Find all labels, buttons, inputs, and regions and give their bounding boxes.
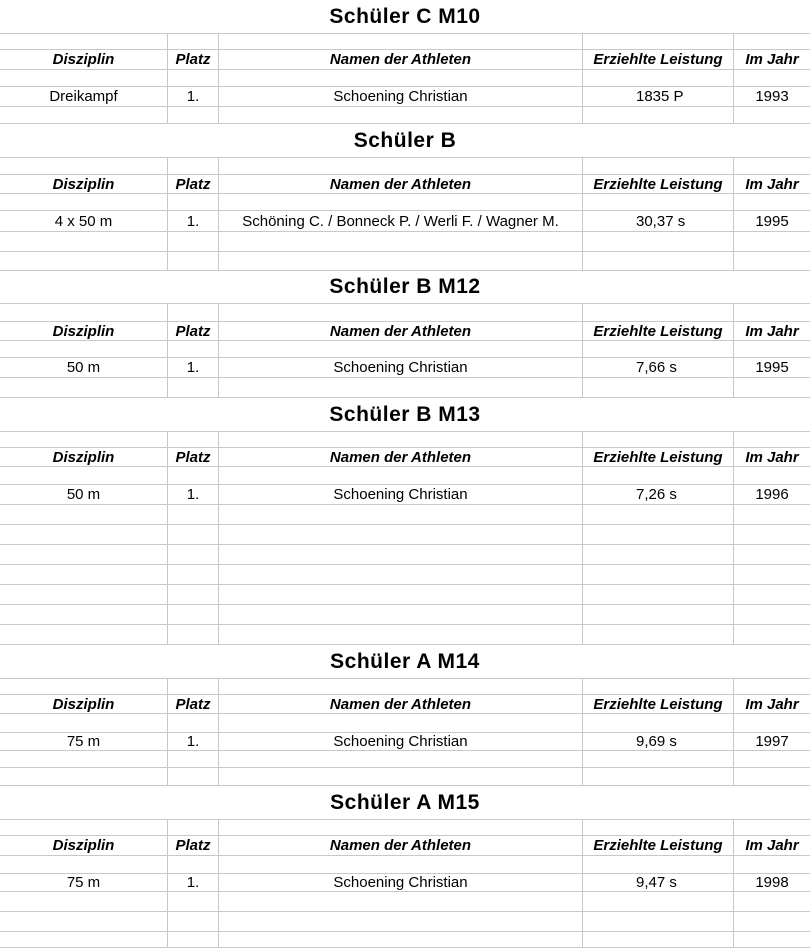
year-cell[interactable]: 1995 [755, 212, 789, 230]
table-row [0, 87, 810, 107]
header-place[interactable]: Platz [168, 50, 219, 69]
cell[interactable] [168, 932, 219, 947]
discipline-cell[interactable]: 4 x 50 m [0, 211, 168, 231]
cell[interactable] [219, 341, 583, 357]
place-cell[interactable]: 1. [168, 733, 219, 750]
blank-row [0, 565, 810, 585]
header-year[interactable]: Im Jahr [745, 695, 799, 713]
cell[interactable] [168, 467, 219, 484]
cell[interactable] [734, 34, 810, 49]
cell[interactable] [168, 585, 219, 604]
cell[interactable] [734, 892, 810, 911]
header-discipline[interactable]: Disziplin [0, 50, 168, 69]
cell[interactable] [168, 252, 219, 270]
cell[interactable] [219, 232, 583, 251]
table-row [0, 358, 810, 378]
cell[interactable] [168, 625, 219, 644]
cell[interactable] [0, 525, 168, 544]
header-year[interactable]: Im Jahr [745, 448, 799, 466]
cell[interactable] [168, 232, 219, 251]
cell[interactable] [0, 378, 168, 397]
year-cell[interactable]: 1997 [755, 733, 789, 750]
cell[interactable] [734, 505, 810, 524]
blank-row [0, 194, 810, 211]
discipline-cell[interactable]: 50 m [0, 358, 168, 377]
blank-row [0, 820, 810, 836]
cell[interactable] [734, 194, 810, 210]
cell[interactable] [734, 751, 810, 767]
cell[interactable] [734, 525, 810, 544]
cell[interactable] [583, 892, 734, 911]
cell[interactable] [168, 565, 219, 584]
cell[interactable] [168, 892, 219, 911]
header-performance[interactable]: Erziehlte Leistung [583, 322, 734, 340]
cell[interactable] [734, 545, 810, 564]
place-cell[interactable]: 1. [168, 87, 219, 106]
cell[interactable] [168, 912, 219, 931]
blank-row [0, 768, 810, 786]
header-discipline[interactable]: Disziplin [0, 695, 168, 713]
cell[interactable] [734, 912, 810, 931]
blank-row [0, 585, 810, 605]
header-place[interactable]: Platz [168, 175, 219, 193]
cell[interactable] [583, 932, 734, 947]
cell[interactable] [583, 505, 734, 524]
cell[interactable] [0, 768, 168, 785]
performance-cell[interactable]: 7,26 s [583, 485, 734, 504]
discipline-cell[interactable]: Dreikampf [0, 87, 168, 106]
table-row [0, 485, 810, 505]
cell[interactable] [0, 912, 168, 931]
cell[interactable] [219, 70, 583, 86]
place-cell[interactable]: 1. [168, 874, 219, 891]
cell[interactable] [734, 679, 810, 694]
performance-cell[interactable]: 1835 P [583, 87, 734, 106]
cell[interactable] [734, 932, 810, 947]
header-names[interactable]: Namen der Athleten [219, 50, 583, 69]
cell[interactable] [0, 892, 168, 911]
header-discipline[interactable]: Disziplin [0, 322, 168, 340]
cell[interactable] [219, 679, 583, 694]
cell[interactable] [219, 912, 583, 931]
blank-row [0, 158, 810, 175]
blank-row [0, 912, 810, 932]
header-row [0, 175, 810, 194]
header-discipline[interactable]: Disziplin [0, 836, 168, 855]
cell[interactable] [219, 378, 583, 397]
place-cell[interactable]: 1. [168, 358, 219, 377]
blank-row [0, 467, 810, 485]
cell[interactable] [0, 34, 168, 49]
cell[interactable] [583, 820, 734, 835]
cell[interactable] [0, 820, 168, 835]
place-cell[interactable]: 1. [168, 485, 219, 504]
cell[interactable] [0, 432, 168, 447]
blank-row [0, 107, 810, 124]
year-cell[interactable]: 1993 [755, 88, 789, 105]
cell[interactable] [219, 714, 583, 732]
header-discipline[interactable]: Disziplin [0, 175, 168, 193]
section-title: Schüler C M10 [329, 4, 481, 28]
cell[interactable] [168, 545, 219, 564]
cell[interactable] [168, 525, 219, 544]
cell[interactable] [583, 304, 734, 321]
cell[interactable] [168, 605, 219, 624]
cell[interactable] [583, 341, 734, 357]
cell[interactable] [168, 378, 219, 397]
cell[interactable] [219, 768, 583, 785]
header-place[interactable]: Platz [168, 695, 219, 713]
discipline-cell[interactable]: 50 m [0, 485, 168, 504]
header-year[interactable]: Im Jahr [745, 837, 799, 854]
cell[interactable] [168, 505, 219, 524]
cell[interactable] [734, 378, 810, 397]
cell[interactable] [219, 585, 583, 604]
cell[interactable] [734, 714, 810, 732]
cell[interactable] [219, 505, 583, 524]
cell[interactable] [168, 856, 219, 873]
cell[interactable] [0, 625, 168, 644]
cell[interactable] [168, 820, 219, 835]
blank-row [0, 679, 810, 695]
cell[interactable] [0, 467, 168, 484]
cell[interactable] [0, 856, 168, 873]
section-title-row [0, 0, 810, 34]
section-title-row [0, 645, 810, 679]
cell[interactable] [583, 158, 734, 174]
blank-row [0, 252, 810, 271]
table-row [0, 874, 810, 892]
cell[interactable] [0, 679, 168, 694]
header-row [0, 695, 810, 714]
discipline-cell[interactable]: 75 m [0, 733, 168, 750]
cell[interactable] [219, 107, 583, 123]
blank-row [0, 605, 810, 625]
performance-cell[interactable]: 9,47 s [583, 874, 734, 891]
blank-row [0, 432, 810, 448]
blank-row [0, 341, 810, 358]
place-cell[interactable]: 1. [168, 211, 219, 231]
cell[interactable] [734, 341, 810, 357]
cell[interactable] [734, 625, 810, 644]
cell[interactable] [583, 467, 734, 484]
cell[interactable] [734, 70, 810, 86]
cell[interactable] [583, 545, 734, 564]
cell[interactable] [168, 714, 219, 732]
cell[interactable] [583, 565, 734, 584]
cell[interactable] [219, 304, 583, 321]
cell[interactable] [219, 751, 583, 767]
cell[interactable] [168, 70, 219, 86]
cell[interactable] [0, 194, 168, 210]
cell[interactable] [0, 107, 168, 123]
cell[interactable] [583, 432, 734, 447]
athlete-names-cell[interactable]: Schoening Christian [219, 358, 583, 377]
cell[interactable] [168, 341, 219, 357]
cell[interactable] [219, 605, 583, 624]
header-performance[interactable]: Erziehlte Leistung [583, 50, 734, 69]
cell[interactable] [734, 304, 810, 321]
header-performance[interactable]: Erziehlte Leistung [583, 836, 734, 855]
cell[interactable] [734, 158, 810, 174]
cell[interactable] [583, 912, 734, 931]
cell[interactable] [734, 467, 810, 484]
cell[interactable] [0, 585, 168, 604]
blank-row [0, 892, 810, 912]
blank-row [0, 932, 810, 948]
cell[interactable] [0, 158, 168, 174]
cell[interactable] [0, 252, 168, 270]
header-names[interactable]: Namen der Athleten [219, 695, 583, 713]
cell[interactable] [168, 158, 219, 174]
year-cell[interactable]: 1996 [755, 486, 789, 503]
header-row [0, 50, 810, 70]
cell[interactable] [168, 34, 219, 49]
section-title: Schüler B M12 [329, 275, 481, 298]
cell[interactable] [734, 565, 810, 584]
section-title-row [0, 786, 810, 820]
cell[interactable] [734, 820, 810, 835]
blank-row [0, 70, 810, 87]
section-title: Schüler A M15 [330, 790, 480, 814]
section-title: Schüler A M14 [330, 649, 480, 673]
cell[interactable] [583, 714, 734, 732]
cell[interactable] [734, 585, 810, 604]
header-year[interactable]: Im Jahr [745, 51, 799, 68]
cell[interactable] [219, 892, 583, 911]
performance-cell[interactable]: 30,37 s [583, 211, 734, 231]
cell[interactable] [734, 107, 810, 123]
cell[interactable] [583, 768, 734, 785]
athlete-names-cell[interactable]: Schoening Christian [219, 87, 583, 106]
cell[interactable] [583, 751, 734, 767]
blank-row [0, 856, 810, 874]
performance-cell[interactable]: 7,66 s [583, 358, 734, 377]
section-title-row [0, 271, 810, 304]
cell[interactable] [734, 252, 810, 270]
cell[interactable] [0, 714, 168, 732]
cell[interactable] [0, 545, 168, 564]
section-title: Schüler B M13 [329, 402, 481, 426]
header-place[interactable]: Platz [168, 836, 219, 855]
section-title-row [0, 124, 810, 158]
blank-row [0, 545, 810, 565]
cell[interactable] [734, 856, 810, 873]
cell[interactable] [583, 856, 734, 873]
cell[interactable] [0, 932, 168, 947]
cell[interactable] [0, 565, 168, 584]
cell[interactable] [219, 467, 583, 484]
blank-row [0, 304, 810, 322]
blank-row [0, 378, 810, 398]
cell[interactable] [219, 525, 583, 544]
header-names[interactable]: Namen der Athleten [219, 836, 583, 855]
header-names[interactable]: Namen der Athleten [219, 175, 583, 193]
cell[interactable] [583, 679, 734, 694]
cell[interactable] [583, 194, 734, 210]
cell[interactable] [583, 525, 734, 544]
athlete-names-cell[interactable]: Schoening Christian [219, 485, 583, 504]
blank-row [0, 625, 810, 645]
cell[interactable] [168, 107, 219, 123]
blank-row [0, 232, 810, 252]
header-place[interactable]: Platz [168, 448, 219, 466]
cell[interactable] [219, 252, 583, 270]
blank-row [0, 525, 810, 545]
table-row [0, 733, 810, 751]
cell[interactable] [734, 232, 810, 251]
cell[interactable] [583, 107, 734, 123]
cell[interactable] [0, 751, 168, 767]
cell[interactable] [0, 505, 168, 524]
cell[interactable] [219, 565, 583, 584]
cell[interactable] [583, 378, 734, 397]
section-title: Schüler B [353, 128, 457, 152]
header-place[interactable]: Platz [168, 322, 219, 340]
cell[interactable] [0, 341, 168, 357]
header-year[interactable]: Im Jahr [745, 175, 799, 193]
blank-row [0, 751, 810, 768]
header-names[interactable]: Namen der Athleten [219, 448, 583, 466]
blank-row [0, 714, 810, 733]
cell[interactable] [219, 34, 583, 49]
cell[interactable] [219, 820, 583, 835]
cell[interactable] [219, 545, 583, 564]
cell[interactable] [583, 70, 734, 86]
cell[interactable] [219, 158, 583, 174]
header-names[interactable]: Namen der Athleten [219, 322, 583, 340]
discipline-cell[interactable]: 75 m [0, 874, 168, 891]
cell[interactable] [734, 768, 810, 785]
cell[interactable] [734, 605, 810, 624]
cell[interactable] [0, 232, 168, 251]
cell[interactable] [583, 585, 734, 604]
header-row [0, 322, 810, 341]
year-cell[interactable]: 1998 [755, 874, 789, 891]
athlete-names-cell[interactable]: Schöning C. / Bonneck P. / Werli F. / Wagner M. [219, 211, 583, 231]
cell[interactable] [0, 304, 168, 321]
cell[interactable] [219, 194, 583, 210]
cell[interactable] [583, 252, 734, 270]
table-row [0, 211, 810, 232]
header-discipline[interactable]: Disziplin [0, 448, 168, 466]
cell[interactable] [219, 625, 583, 644]
year-cell[interactable]: 1995 [755, 359, 789, 376]
header-year[interactable]: Im Jahr [745, 322, 799, 340]
cell[interactable] [583, 605, 734, 624]
cell[interactable] [219, 856, 583, 873]
cell[interactable] [583, 232, 734, 251]
cell[interactable] [168, 432, 219, 447]
blank-row [0, 34, 810, 50]
cell[interactable] [168, 194, 219, 210]
cell[interactable] [583, 34, 734, 49]
header-performance[interactable]: Erziehlte Leistung [583, 695, 734, 713]
cell[interactable] [583, 625, 734, 644]
cell[interactable] [168, 768, 219, 785]
cell[interactable] [168, 679, 219, 694]
header-row [0, 836, 810, 856]
performance-cell[interactable]: 9,69 s [583, 733, 734, 750]
cell[interactable] [219, 932, 583, 947]
cell[interactable] [0, 70, 168, 86]
cell[interactable] [734, 432, 810, 447]
header-performance[interactable]: Erziehlte Leistung [583, 175, 734, 193]
cell[interactable] [168, 304, 219, 321]
athlete-names-cell[interactable]: Schoening Christian [219, 874, 583, 891]
header-row [0, 448, 810, 467]
cell[interactable] [219, 432, 583, 447]
athlete-names-cell[interactable]: Schoening Christian [219, 733, 583, 750]
cell[interactable] [168, 751, 219, 767]
cell[interactable] [0, 605, 168, 624]
header-performance[interactable]: Erziehlte Leistung [583, 448, 734, 466]
section-title-row [0, 398, 810, 432]
blank-row [0, 505, 810, 525]
